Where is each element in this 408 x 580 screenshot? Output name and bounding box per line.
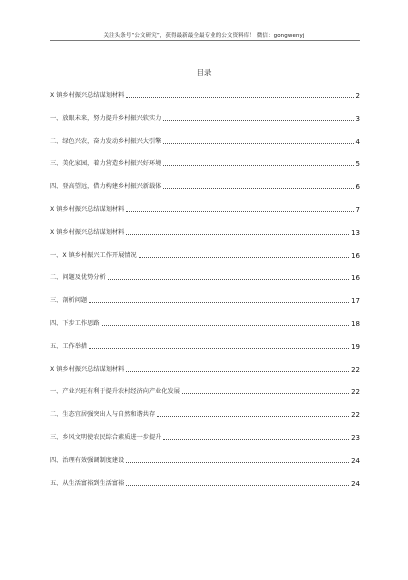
toc-entry-page-number: 4: [355, 137, 360, 146]
toc-entry-page-number: 7: [355, 206, 360, 214]
toc-title: 目录: [196, 68, 212, 77]
toc-dot-leader: [139, 257, 349, 258]
toc-dot-leader: [182, 393, 349, 394]
toc-dot-leader: [108, 279, 349, 280]
toc-entry-label: 五、从生活富裕到生活富裕: [50, 479, 125, 487]
toc-entry[interactable]: [50, 250, 360, 260]
toc-entry[interactable]: [50, 90, 360, 100]
toc-dot-leader: [126, 462, 349, 463]
toc-entry-page-number: 3: [355, 114, 360, 123]
toc-dot-leader: [163, 120, 353, 121]
toc-entry-label: 一、X 镇乡村振兴工作开展情况: [50, 251, 137, 259]
toc-entry-label: 一、产业兴旺有利于提升农村经济向产业化发展: [50, 388, 180, 396]
toc-entry-page-number: 22: [351, 365, 360, 374]
toc-entry[interactable]: [50, 158, 360, 168]
toc-entry-page-number: 5: [355, 160, 360, 169]
toc-entry-page-number: 13: [351, 228, 360, 237]
toc-entry[interactable]: [50, 227, 360, 237]
toc-dot-leader: [126, 485, 349, 486]
toc-entry-page-number: 24: [351, 479, 360, 488]
toc-entry[interactable]: [50, 181, 360, 191]
toc-dot-leader: [126, 211, 353, 212]
toc-entry[interactable]: [50, 113, 360, 123]
toc-dot-leader: [102, 325, 350, 326]
toc-entry-page-number: 6: [355, 183, 360, 192]
toc-entry-label: X 镇乡村振兴总结谋划材料: [50, 228, 125, 236]
toc-entry-label: 三、剖析问题: [50, 297, 88, 305]
toc-entry-label: 三、乡风文明使农民综合素质进一步提升: [50, 434, 162, 441]
toc-entry-page-number: 19: [351, 342, 360, 351]
toc-entry[interactable]: [50, 318, 360, 328]
toc-entry-label: 四、治理有效强调制度建设: [50, 456, 125, 464]
toc-entry[interactable]: [50, 386, 360, 396]
toc-entry[interactable]: [50, 455, 360, 465]
toc-entry[interactable]: [50, 136, 360, 146]
toc-dot-leader: [163, 143, 353, 144]
toc-entry-label: 二、绿色兴农，奋力发动乡村振兴大引擎: [50, 137, 162, 145]
toc-entry-label: 四、登高望远，借力构建乡村振兴新载体: [50, 183, 162, 191]
toc-entry[interactable]: [50, 432, 360, 442]
header-note: [0, 31, 408, 39]
toc-entry[interactable]: [50, 409, 360, 419]
toc-dot-leader: [126, 371, 349, 372]
toc-entry-label: 二、问题及优势分析: [50, 274, 106, 282]
toc-entry-label: 二、生态宜居强突出人与自然和谐共存: [50, 411, 156, 419]
toc-entry-label: 四、下步工作思路: [50, 320, 100, 327]
toc-dot-leader: [163, 188, 353, 189]
toc-entry-label: 五、工作举措: [50, 342, 88, 350]
toc-entry-page-number: 2: [355, 92, 360, 100]
toc-entry[interactable]: [50, 272, 360, 282]
toc-dot-leader: [163, 165, 353, 166]
toc-entry-page-number: 18: [351, 320, 360, 328]
toc-entry-label: 三、美化家园，着力营造乡村振兴好环境: [50, 160, 162, 168]
toc-entry[interactable]: [50, 295, 360, 305]
toc-entry-page-number: 16: [351, 274, 360, 283]
header-divider: [50, 40, 360, 41]
toc-entry-label: 一、放眼未来，努力提升乡村振兴软实力: [50, 114, 162, 122]
toc-entry-page-number: 17: [351, 297, 360, 306]
toc-entry-page-number: 16: [351, 251, 360, 260]
toc-dot-leader: [126, 234, 349, 235]
toc-dot-leader: [163, 439, 349, 440]
toc-entry[interactable]: [50, 204, 360, 214]
toc-entry-page-number: 22: [351, 411, 360, 420]
toc-dot-leader: [89, 302, 349, 303]
toc-entry-label: X 镇乡村振兴总结谋划材料: [50, 365, 125, 373]
toc-dot-leader: [157, 416, 349, 417]
toc-entry-label: X 镇乡村振兴总结谋划材料: [50, 206, 125, 213]
header-note-text: 关注头条号“公文研究”，获得最新最全最专业的公文资料库！ 微信：: [103, 33, 274, 39]
header-wechat-id: gongwenyj: [273, 33, 305, 39]
toc-entry-page-number: 23: [351, 434, 360, 442]
toc-entry-page-number: 24: [351, 456, 360, 465]
toc-entry[interactable]: [50, 341, 360, 351]
toc-entry[interactable]: [50, 478, 360, 488]
toc-entry[interactable]: [50, 364, 360, 374]
toc-dot-leader: [89, 348, 349, 349]
toc-entry-label: X 镇乡村振兴总结谋划材料: [50, 92, 125, 99]
toc-dot-leader: [126, 97, 353, 98]
toc-entry-page-number: 22: [351, 388, 360, 397]
